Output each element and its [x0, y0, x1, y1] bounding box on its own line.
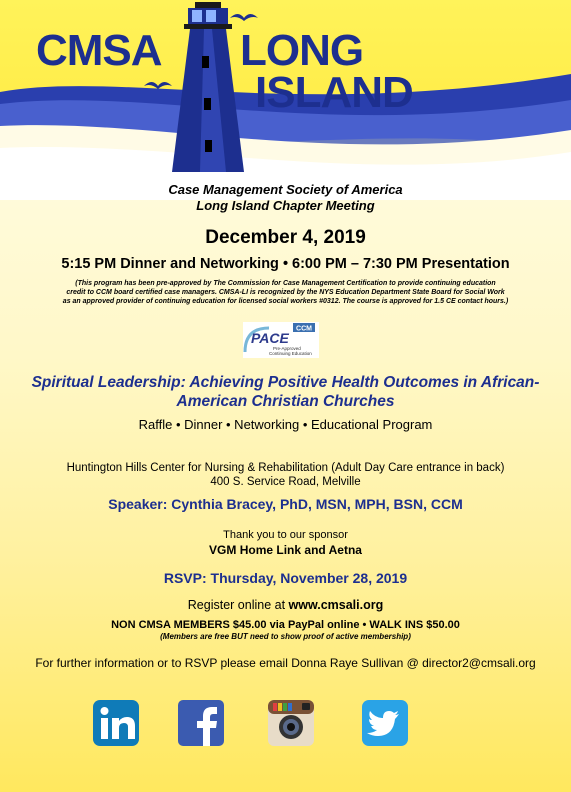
- contact-line: For further information or to RSVP please email Donna Raye Sullivan @ director2@cmsali.org: [35, 656, 536, 670]
- registration-line: [0, 598, 571, 612]
- program-features: Raffle • Dinner • Networking • Educational Program: [138, 417, 433, 432]
- pace-sub-1: Pre-Approved: [273, 346, 301, 351]
- rsvp-deadline: RSVP: Thursday, November 28, 2019: [163, 570, 408, 586]
- organization-heading: [0, 182, 571, 214]
- pace-sub-2: Continuing Education: [269, 351, 312, 356]
- sponsor-thanks: Thank you to our sponsor: [223, 529, 348, 541]
- accreditation-disclaimer: [0, 279, 571, 306]
- org-line-1: Case Management Society of America: [168, 182, 403, 197]
- program-title-line-2: American Christian Churches: [176, 393, 395, 410]
- event-date: December 4, 2019: [205, 227, 366, 248]
- pace-badge-icon: [243, 322, 319, 358]
- members-note: (Members are free BUT need to show proof of active membership): [160, 632, 411, 641]
- linkedin-icon[interactable]: [93, 700, 139, 746]
- logo-long-text: LONG: [240, 26, 364, 75]
- registration-prefix: Register online at: [187, 598, 289, 612]
- instagram-icon[interactable]: [268, 700, 314, 746]
- program-title: [0, 373, 571, 411]
- facebook-icon[interactable]: [178, 700, 224, 746]
- logo-cmsa-text: CMSA: [36, 26, 162, 75]
- pace-label: PACE: [251, 330, 289, 346]
- sponsor-names: VGM Home Link and Aetna: [209, 543, 362, 557]
- disclaimer-line-1: (This program has been pre-approved by The Commission for Case Management Certification to provide continuing education: [75, 280, 496, 287]
- org-line-2: Long Island Chapter Meeting: [196, 198, 375, 213]
- registration-url-link[interactable]: www.cmsali.org: [288, 598, 384, 612]
- disclaimer-line-2: credit to CCM board certified case managers. CMSA-LI is recognized by the NYS Education Department State Board for Social Work: [66, 289, 505, 296]
- venue-block: [0, 461, 571, 489]
- program-title-line-1: Spiritual Leadership: Achieving Positive Health Outcomes in African-: [31, 374, 540, 391]
- pricing-line: NON CMSA MEMBERS $45.00 via PayPal online • WALK INS $50.00: [111, 619, 460, 631]
- speaker-line: Speaker: Cynthia Bracey, PhD, MSN, MPH, BSN, CCM: [108, 496, 463, 512]
- venue-address: 400 S. Service Road, Melville: [210, 476, 361, 488]
- disclaimer-line-3: as an approved provider of continuing education for licensed social workers #0312. The course is approved for 1.5 CE contact hours.): [62, 298, 509, 305]
- pace-ccm-label: CCM: [296, 325, 312, 333]
- event-schedule: 5:15 PM Dinner and Networking • 6:00 PM – 7:30 PM Presentation: [61, 256, 510, 272]
- logo-island-text: ISLAND: [255, 68, 413, 117]
- twitter-icon[interactable]: [362, 700, 408, 746]
- venue-name: Huntington Hills Center for Nursing & Rehabilitation (Adult Day Care entrance in back): [66, 462, 505, 474]
